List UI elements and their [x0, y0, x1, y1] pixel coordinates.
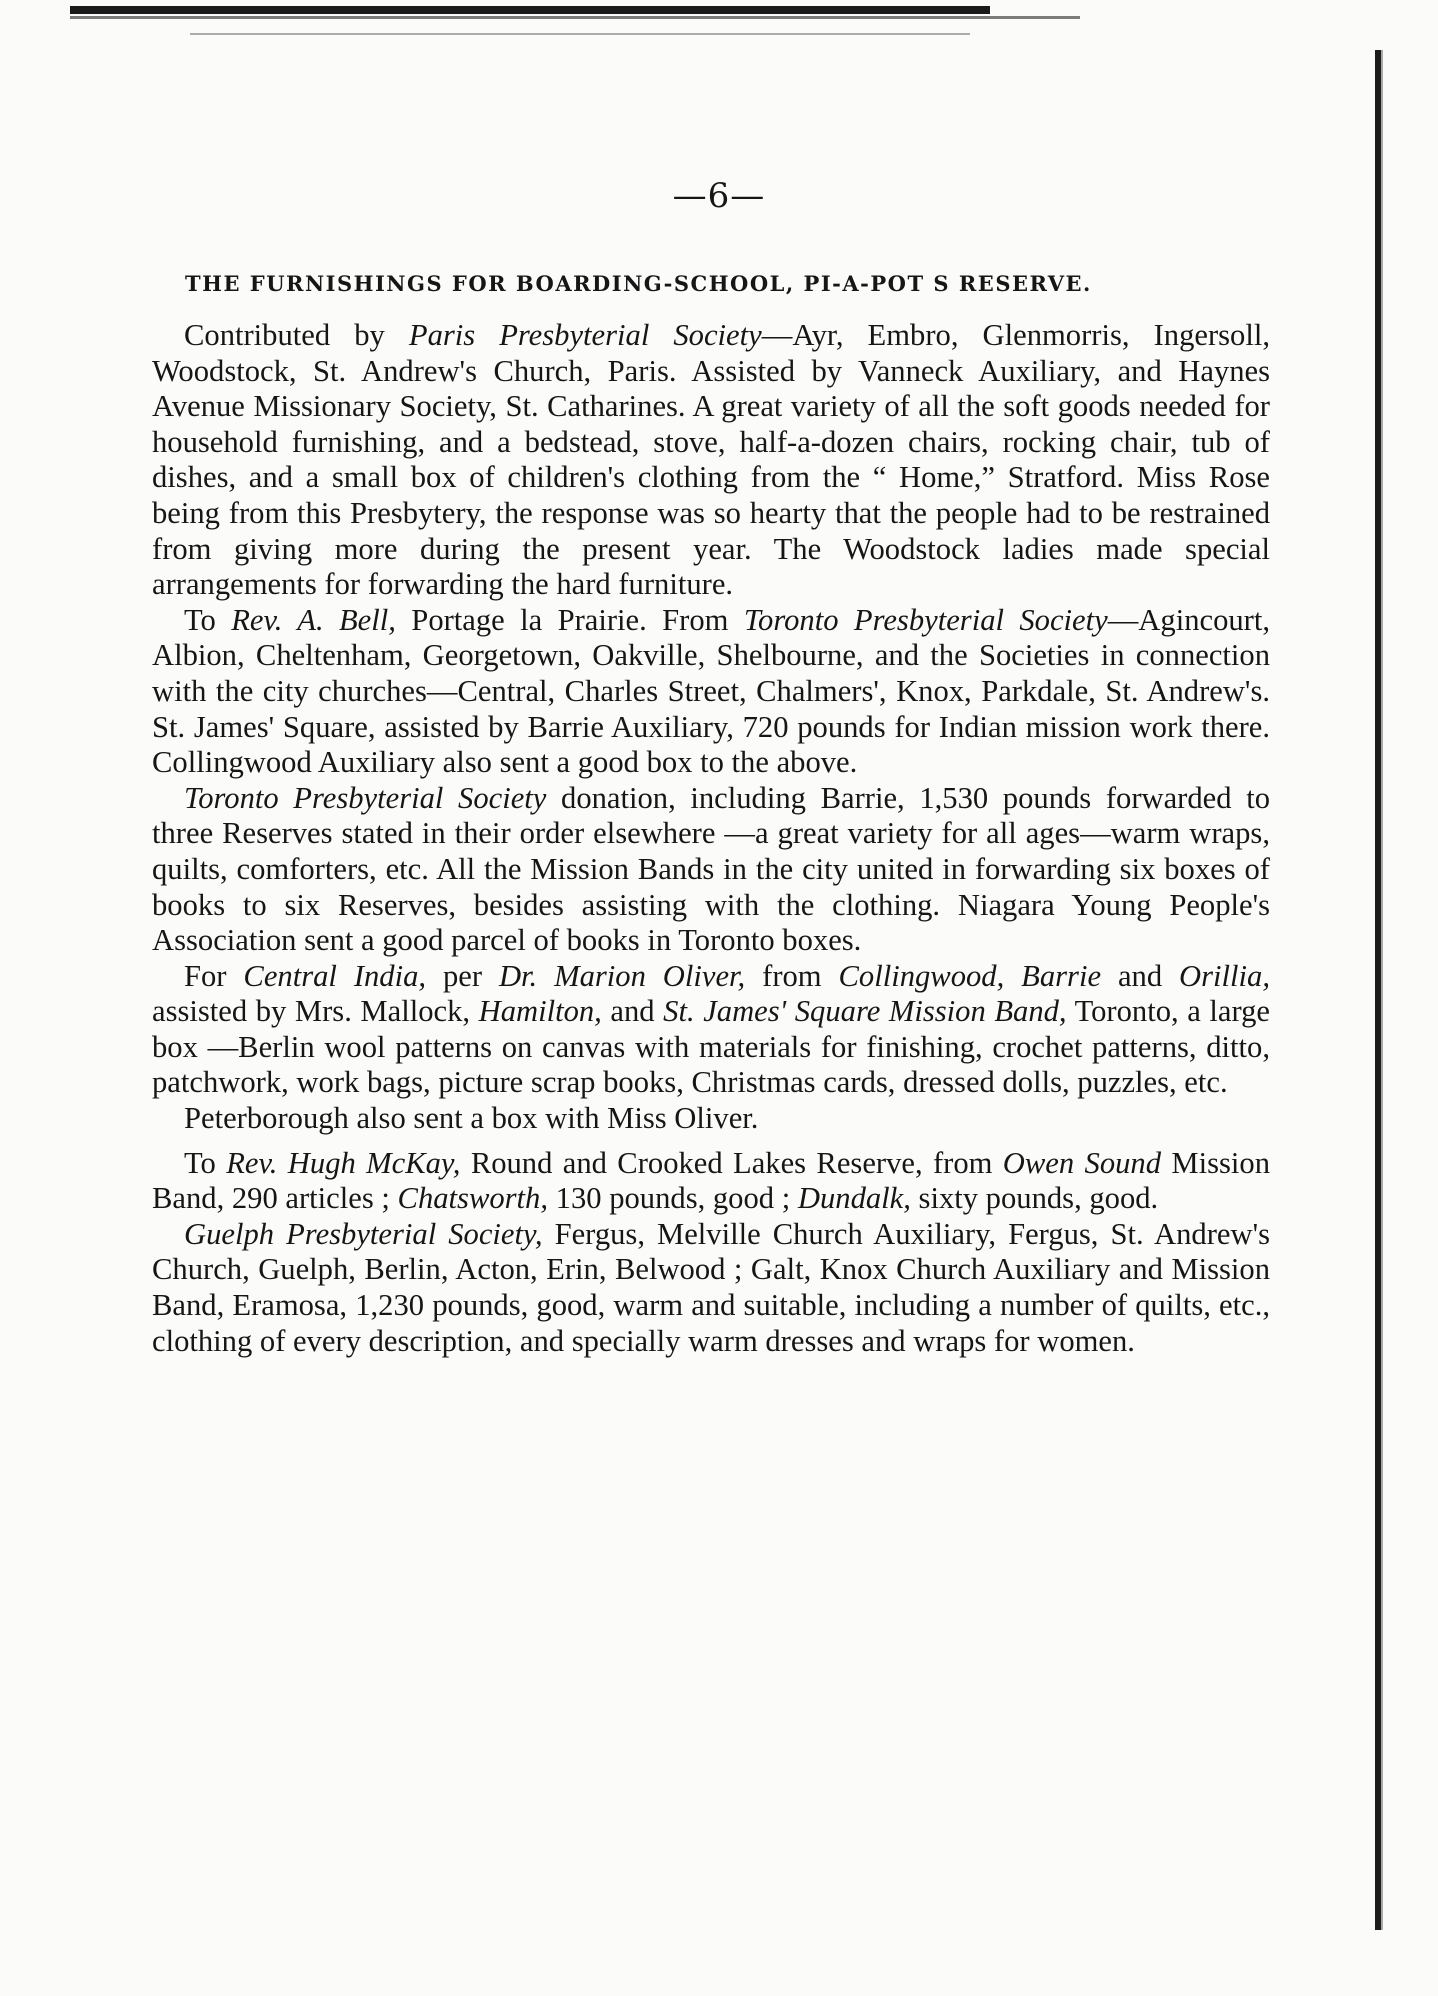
italic-name-run: Rev. Hugh McKay,	[226, 1145, 461, 1180]
text-run: sixty pounds, good.	[910, 1181, 1159, 1216]
italic-name-run: Collingwood, Barrie	[838, 958, 1102, 993]
italic-name-run: Chatsworth,	[397, 1181, 549, 1216]
italic-name-run: Owen Sound	[1002, 1145, 1162, 1180]
italic-name-run: Rev. A. Bell,	[231, 602, 396, 637]
italic-name-run: Toronto Presbyterial Society	[743, 602, 1108, 637]
text-run: —Ayr, Embro, Glenmorris, Ingersoll, Woodstock, St. Andrew's Church, Paris. Assisted by Vanneck Auxiliary, and Haynes Avenue Missionary Society, St. Catharines. A great variety of all the soft goods needed for household furnishing, and a bedstead, stove, half-a-dozen chairs, rocking chair, tub of dishes, and a small box of children's clothing from the “ Home,” Stratford. Miss Rose being from this Presbytery, the response was so hearty that the people had to be restrained from giving more during the present year. The Woodstock ladies made special arrangements for forwarding the hard furniture.	[152, 318, 1270, 602]
text-run: Peterborough also sent a box with Miss Oliver.	[184, 1101, 759, 1136]
italic-name-run: Guelph Presbyterial Society,	[184, 1216, 543, 1251]
page-number: —6—	[672, 176, 766, 216]
paragraph	[152, 603, 1270, 781]
italic-name-run: Hamilton,	[478, 994, 602, 1029]
top-rule	[70, 6, 990, 14]
text-run: Mission Band, 290 articles ;	[152, 1145, 1270, 1216]
section-heading: THE FURNISHINGS FOR BOARDING-SCHOOL, PI-A-POT S RESERVE.	[185, 271, 1092, 296]
top-rule-faint	[190, 33, 970, 35]
paragraph	[152, 318, 1270, 603]
text-run: To	[184, 1145, 227, 1180]
document-body	[152, 318, 1270, 1359]
paragraph	[152, 1101, 1270, 1137]
italic-name-run: Toronto Presbyterial Society	[184, 780, 547, 815]
text-run: per	[426, 958, 499, 993]
paragraph	[152, 959, 1270, 1101]
text-run: and	[1101, 958, 1180, 993]
text-run: Portage la Prairie. From	[395, 602, 744, 637]
text-run: Toronto, a large box —Berlin wool patterns on canvas with materials for finishing, crochet patterns, ditto, patchwork, work bags, picture scrap books, Christmas cards, dressed dolls, puzzles, etc.	[152, 994, 1270, 1100]
right-margin-rule-shadow	[1381, 50, 1383, 1930]
text-run: Round and Crooked Lakes Reserve, from	[460, 1145, 1003, 1180]
italic-name-run: St. James' Square Mission Band,	[663, 994, 1067, 1029]
text-run: Fergus, Melville Church Auxiliary, Fergus, St. Andrew's Church, Guelph, Berlin, Acton, Erin, Belwood ; Galt, Knox Church Auxiliary and Mission Band, Eramosa, 1,230 pounds, good, warm and suitable, including a number of quilts, etc., clothing of every description, and specially warm dresses and wraps for women.	[152, 1216, 1270, 1358]
text-run: For	[184, 958, 244, 993]
text-run: assisted by Mrs. Mallock,	[152, 994, 479, 1029]
paragraph	[152, 781, 1270, 959]
paragraph	[152, 1146, 1270, 1217]
text-run: —Agincourt, Albion, Cheltenham, Georgetown, Oakville, Shelbourne, and the Societies in connection with the city churches—Central, Charles Street, Chalmers', Knox, Parkdale, St. Andrew's. St. James' Square, assisted by Barrie Auxiliary, 720 pounds for Indian mission work there. Collingwood Auxiliary also sent a good box to the above.	[152, 602, 1270, 780]
italic-name-run: Dundalk,	[797, 1181, 911, 1216]
top-rule-thin	[70, 16, 1080, 19]
text-run: 130 pounds, good ;	[548, 1181, 798, 1216]
text-run: from	[745, 958, 839, 993]
text-run: To	[184, 602, 232, 637]
text-run: Contributed by	[184, 318, 409, 352]
italic-name-run: Dr. Marion Oliver,	[498, 958, 746, 993]
italic-name-run: Paris Presbyterial Society	[408, 318, 762, 352]
paragraph	[152, 1217, 1270, 1359]
text-run: and	[601, 994, 664, 1029]
text-run: donation, including Barrie, 1,530 pounds forwarded to three Reserves stated in their order elsewhere —a great variety for all ages—warm wraps, quilts, comforters, etc. All the Mission Bands in the city united in forwarding six boxes of books to six Reserves, besides assisting with the clothing. Niagara Young People's Association sent a good parcel of books in Toronto boxes.	[152, 780, 1270, 958]
italic-name-run: Orillia,	[1179, 958, 1270, 993]
italic-name-run: Central India,	[243, 958, 427, 993]
